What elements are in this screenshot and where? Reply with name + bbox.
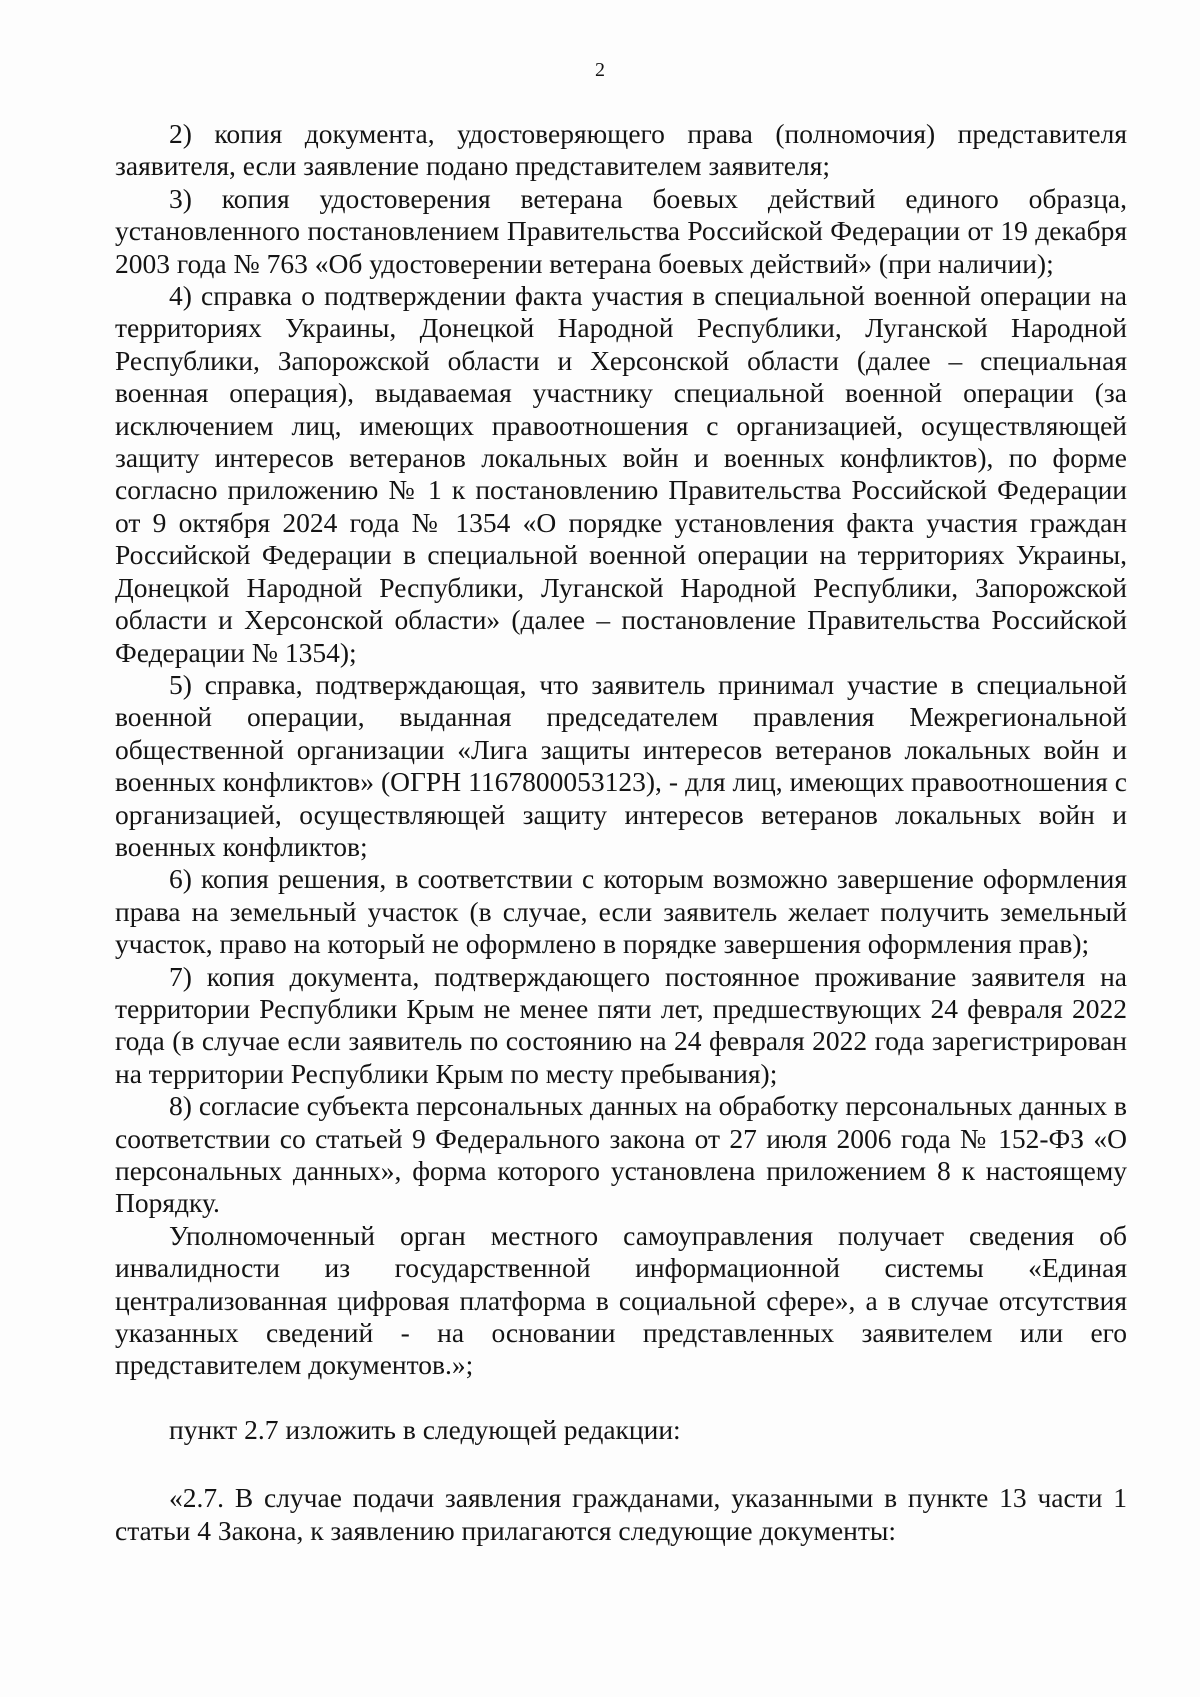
page-number: 2	[595, 59, 605, 81]
paragraph-amendment-instruction: пункт 2.7 изложить в следующей редакции:	[169, 1413, 681, 1445]
paragraph-item-7: 7) копия документа, подтверждающего постоянное проживание заявителя на территории Республики Крым не менее пяти лет, предшествующих 24 февраля 2022 года (в случае если заявитель по состоянию на 24 февраля 2022 года зарегистрирован на территории Республики Крым по месту пребывания);	[115, 960, 1127, 1089]
paragraph-disability-info: Уполномоченный орган местного самоуправления получает сведения об инвалидности из государственной информационной системы «Единая централизованная цифровая платформа в социальной сфере», а в случае отсутствия указанных сведений - на основании представленных заявителем или его представителем документов.»;	[115, 1219, 1127, 1381]
paragraph-item-6: 6) копия решения, в соответствии с которым возможно завершение оформления права на земельный участок (в случае, если заявитель желает получить земельный участок, право на который не оформлено в порядке завершения оформления прав);	[115, 863, 1127, 960]
paragraph-item-2: 2) копия документа, удостоверяющего права (полномочия) представителя заявителя, если заявление подано представителем заявителя;	[115, 118, 1127, 182]
paragraph-item-3: 3) копия удостоверения ветерана боевых действий единого образца, установленного постановлением Правительства Российской Федерации от 19 декабря 2003 года № 763 «Об удостоверении ветерана боевых действий» (при наличии);	[115, 182, 1127, 279]
paragraph-item-8: 8) согласие субъекта персональных данных на обработку персональных данных в соответствии со статьей 9 Федерального закона от 27 июля 2006 года № 152-ФЗ «О персональных данных», форма которого установлена приложением 8 к настоящему Порядку.	[115, 1090, 1127, 1219]
paragraph-item-5: 5) справка, подтверждающая, что заявитель принимал участие в специальной военной операции, выданная председателем правления Межрегиональной общественной организации «Лига защиты интересов ветеранов локальных войн и военных конфликтов» (ОГРН 1167800053123), - для лиц, имеющих правоотношения с организацией, осуществляющей защиту интересов ветеранов локальных войн и военных конфликтов;	[115, 668, 1127, 862]
document-body	[115, 118, 1127, 1547]
paragraph-clause-2-7: «2.7. В случае подачи заявления гражданами, указанными в пункте 13 части 1 статьи 4 Закона, к заявлению прилагаются следующие документы:	[115, 1482, 1127, 1546]
paragraph-item-4: 4) справка о подтверждении факта участия в специальной военной операции на территориях Украины, Донецкой Народной Республики, Луганской Народной Республики, Запорожской области и Херсонской области (далее – специальная военная операция), выдаваемая участнику специальной военной операции (за исключением лиц, имеющих правоотношения с организацией, осуществляющей защиту интересов ветеранов локальных войн и военных конфликтов), по форме согласно приложению № 1 к постановлению Правительства Российской Федерации от 9 октября 2024 года № 1354 «О порядке установления факта участия граждан Российской Федерации в специальной военной операции на территориях Украины, Донецкой Народной Республики, Луганской Народной Республики, Запорожской области и Херсонской области» (далее – постановление Правительства Российской Федерации № 1354);	[115, 280, 1127, 668]
